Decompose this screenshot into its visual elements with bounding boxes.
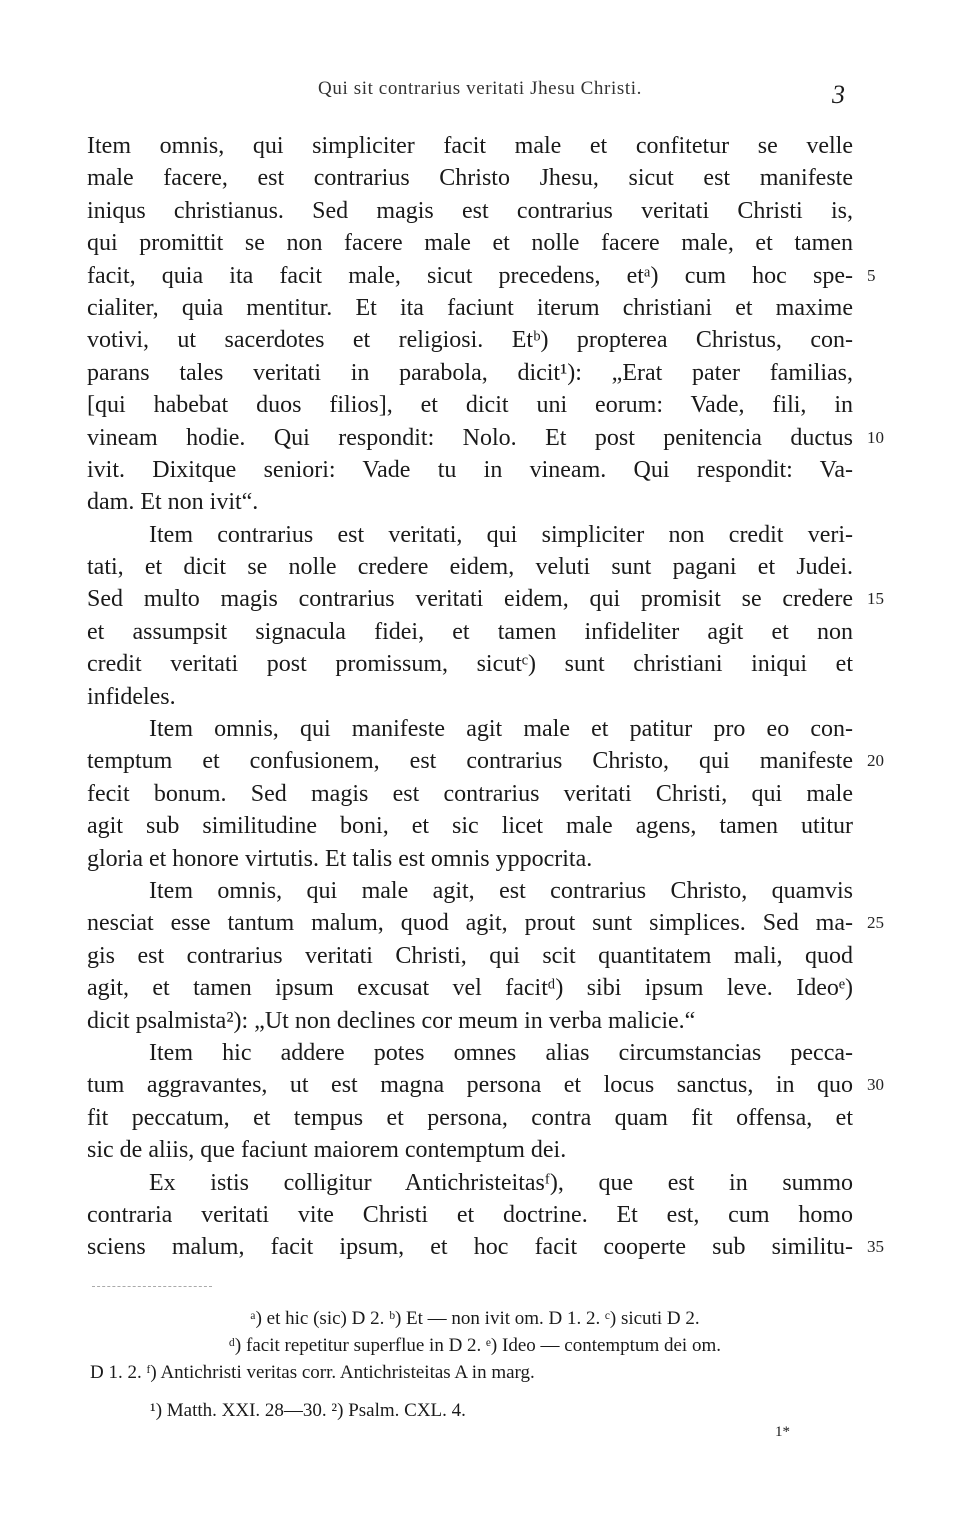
text-line: Item hic addere potes omnes alias circumstancias pecca- [149,1039,853,1066]
line-number: 25 [867,913,884,933]
footnote-line: ᵈ) facit repetitur superflue in D 2. ᵉ) Ideo — contemptum dei om. [229,1335,721,1356]
text-line: tum aggravantes, ut est magna persona et locus sanctus, in quo 30 [87,1069,853,1101]
text-line: vineam hodie. Qui respondit: Nolo. Et post penitencia ductus 10 [87,422,853,454]
text-line: dam. Et non ivit“. [87,489,259,516]
line-number: 10 [867,427,884,447]
text-line: facit, quia ita facit male, sicut precedens, etᵃ) cum hoc spe- 5 [87,260,853,292]
text-line: infideles. [87,683,176,710]
text-line: dicit psalmista²): „Ut non declines cor meum in verba malicie.“ [87,1007,696,1034]
signature-mark: 1* [775,1424,790,1440]
running-head: Qui sit contrarius veritati Jhesu Christi. [318,78,642,99]
text-line: Ex istis colligitur Antichristeitasᶠ), que est in summo [149,1169,853,1196]
text-line: agit, et tamen ipsum excusat vel facitᵈ) sibi ipsum leve. Ideoᵉ) [87,975,853,1002]
text-line: sciens malum, facit ipsum, et hoc facit cooperte sub similitu- 35 [87,1231,853,1263]
scripture-references: ¹) Matth. XXI. 28—30. ²) Psalm. CXL. 4. [150,1400,466,1421]
text-line: male facere, est contrarius Christo Jhesu, sicut est manifeste [87,165,853,192]
text-line: cialiter, quia mentitur. Et ita faciunt iterum christiani et maxime [87,294,853,321]
text-line: gloria et honore virtutis. Et talis est omnis yppocrita. [87,845,593,872]
body-text [87,130,884,1264]
text-line: agit sub similitudine boni, et sic licet male agens, tamen utitur [87,813,853,840]
text-line: ivit. Dixitque seniori: Vade tu in vineam. Qui respondit: Va- [87,456,853,483]
text-line: [qui habebat duos filios], et dicit uni eorum: Vade, fili, in [87,392,853,419]
text-line: tati, et dicit se nolle credere eidem, veluti sunt pagani et Judei. [87,554,853,581]
text-line: Item omnis, qui male agit, est contrarius Christo, quamvis [149,877,853,904]
text-line: qui promittit se non facere male et nolle facere male, et tamen [87,230,853,257]
footnote-separator [92,1286,212,1287]
page-number: 3 [832,80,845,109]
footnote-line: ᵃ) et hic (sic) D 2. ᵇ) Et — non ivit om. D 1. 2. ᶜ) sicuti D 2. [250,1308,700,1329]
text-line: nesciat esse tantum malum, quod agit, prout sunt simplices. Sed ma- 25 [87,907,853,939]
text-line: fecit bonum. Sed magis est contrarius veritati Christi, qui male [87,780,853,807]
text-line: gis est contrarius veritati Christi, qui scit quantitatem mali, quod [87,942,853,969]
line-number: 20 [867,751,884,771]
text-line: temptum et confusionem, est contrarius Christo, qui manifeste 20 [87,745,853,777]
text-line: Item omnis, qui simpliciter facit male et confitetur se velle [87,133,853,159]
text-line: parans tales veritati in parabola, dicit¹): „Erat pater familias, [87,359,853,386]
text-line: sic de aliis, que faciunt maiorem contemptum dei. [87,1137,567,1164]
line-number: 5 [867,265,876,285]
text-line: credit veritati post promissum, sicutᶜ) sunt christiani iniqui et [87,651,853,678]
footnote-line: D 1. 2. ᶠ) Antichristi veritas corr. Antichristeitas A in marg. [90,1362,535,1383]
text-line: Item contrarius est veritati, qui simpliciter non credit veri- [149,521,853,548]
text-line: Sed multo magis contrarius veritati eidem, qui promisit se credere 15 [87,583,853,615]
text-line: Item omnis, qui manifeste agit male et patitur pro eo con- [149,716,853,743]
text-line: votivi, ut sacerdotes et religiosi. Etᵇ) propterea Christus, con- [87,327,853,354]
text-line: iniqus christianus. Sed magis est contrarius veritati Christi is, [87,197,853,224]
text-line: et assumpsit signacula fidei, et tamen infideliter agit et non [87,618,853,645]
text-line: fit peccatum, et tempus et persona, contra quam fit offensa, et [87,1104,853,1131]
line-number: 30 [867,1075,884,1095]
text-line: contraria veritati vite Christi et doctrine. Et est, cum homo [87,1201,853,1228]
line-number: 15 [867,589,884,609]
footnotes [90,1305,860,1386]
line-number: 35 [867,1237,884,1257]
page-header [0,78,960,108]
